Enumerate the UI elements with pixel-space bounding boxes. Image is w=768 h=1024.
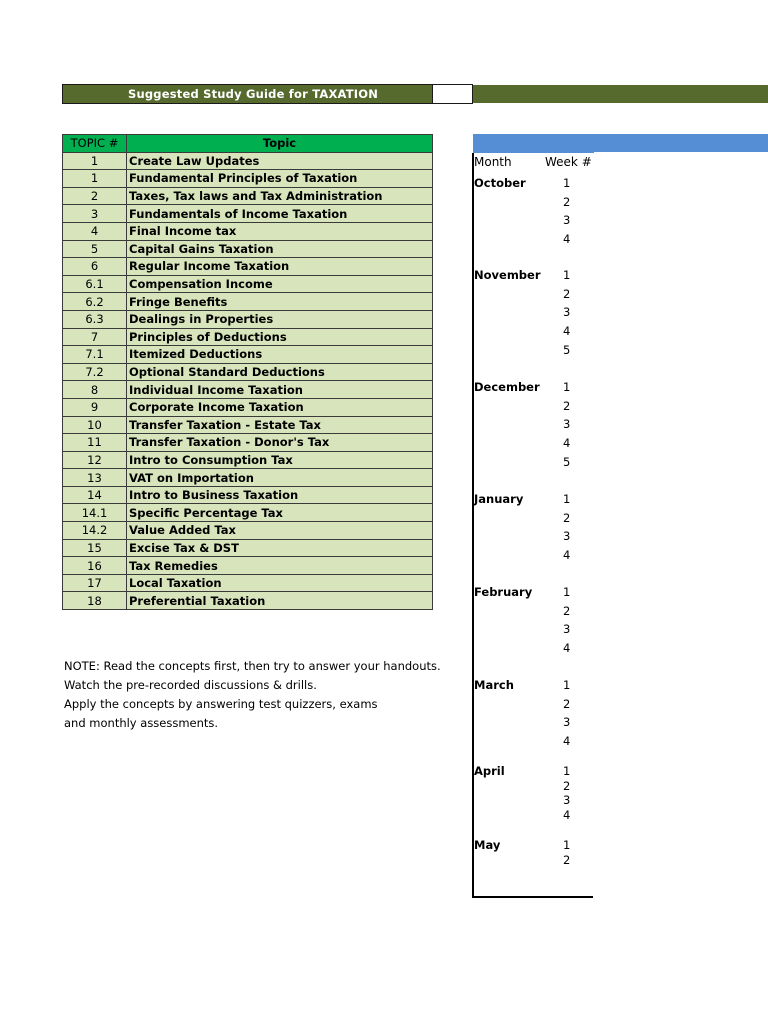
topic-name-cell: Itemized Deductions xyxy=(127,346,433,364)
table-row xyxy=(63,328,433,346)
table-row xyxy=(63,240,433,258)
topic-name-cell: Transfer Taxation - Estate Tax xyxy=(127,416,433,434)
topic-name-cell: Intro to Consumption Tax xyxy=(127,451,433,469)
table-row xyxy=(63,574,433,592)
topic-name-cell: Specific Percentage Tax xyxy=(127,504,433,522)
topic-name-cell: Capital Gains Taxation xyxy=(127,240,433,258)
topic-number-cell: 6.1 xyxy=(63,275,127,293)
topic-number-cell: 14 xyxy=(63,486,127,504)
week-number: 5 xyxy=(563,454,571,469)
week-number: 5 xyxy=(563,342,571,357)
topic-number-cell: 3 xyxy=(63,205,127,223)
week-number: 1 xyxy=(563,764,571,778)
week-column-header: Week # xyxy=(545,155,592,169)
topic-name-cell: VAT on Importation xyxy=(127,469,433,487)
week-number: 1 xyxy=(563,176,571,190)
week-number: 2 xyxy=(563,696,571,711)
topic-name-cell: Regular Income Taxation xyxy=(127,258,433,276)
table-row xyxy=(63,592,433,610)
week-number: 1 xyxy=(563,380,571,394)
topic-name-cell: Fringe Benefits xyxy=(127,293,433,311)
table-row xyxy=(63,504,433,522)
month-label: January xyxy=(474,492,524,506)
week-number: 1 xyxy=(563,585,571,599)
week-number: 3 xyxy=(563,793,571,808)
week-number: 1 xyxy=(563,492,571,506)
topic-number-cell: 15 xyxy=(63,539,127,557)
table-row xyxy=(63,451,433,469)
week-number: 3 xyxy=(563,305,571,320)
topic-number-cell: 7.2 xyxy=(63,363,127,381)
week-number: 4 xyxy=(563,232,571,247)
month-column-header: Month xyxy=(474,155,512,169)
table-row xyxy=(63,152,433,170)
topic-name-cell: Intro to Business Taxation xyxy=(127,486,433,504)
topic-name-cell: Individual Income Taxation xyxy=(127,381,433,399)
topic-number-cell: 12 xyxy=(63,451,127,469)
title-bar xyxy=(62,84,433,104)
topic-name-cell: Preferential Taxation xyxy=(127,592,433,610)
week-number: 4 xyxy=(563,548,571,563)
topic-number-cell: 10 xyxy=(63,416,127,434)
month-label: April xyxy=(474,764,505,778)
table-row xyxy=(63,522,433,540)
study-note xyxy=(64,657,441,733)
topic-number-cell: 2 xyxy=(63,187,127,205)
topic-name-cell: Tax Remedies xyxy=(127,557,433,575)
topics-table xyxy=(62,134,433,610)
table-row xyxy=(63,416,433,434)
topic-number-cell: 13 xyxy=(63,469,127,487)
week-number: 3 xyxy=(563,622,571,637)
topic-name-cell: Dealings in Properties xyxy=(127,310,433,328)
table-row xyxy=(63,346,433,364)
topics-header-row xyxy=(63,135,433,153)
page-title: Suggested Study Guide for TAXATION xyxy=(128,87,379,101)
table-row xyxy=(63,275,433,293)
topic-number-cell: 11 xyxy=(63,434,127,452)
table-row xyxy=(63,363,433,381)
week-number: 2 xyxy=(563,603,571,618)
week-number: 3 xyxy=(563,417,571,432)
schedule-header-bar-extension xyxy=(594,134,768,152)
note-line: Watch the pre-recorded discussions & drills. xyxy=(64,678,317,692)
table-row xyxy=(63,486,433,504)
topic-number-cell: 6 xyxy=(63,258,127,276)
table-row xyxy=(63,222,433,240)
topic-number-header: TOPIC # xyxy=(63,135,127,153)
table-row xyxy=(63,434,433,452)
week-number: 4 xyxy=(563,324,571,339)
table-row xyxy=(63,170,433,188)
week-number: 2 xyxy=(563,510,571,525)
topic-number-cell: 4 xyxy=(63,222,127,240)
month-label: May xyxy=(474,838,501,852)
week-number: 2 xyxy=(563,852,571,867)
table-row xyxy=(63,381,433,399)
topic-number-cell: 1 xyxy=(63,152,127,170)
topic-number-cell: 16 xyxy=(63,557,127,575)
month-label: November xyxy=(474,268,541,282)
table-row xyxy=(63,398,433,416)
week-number: 2 xyxy=(563,286,571,301)
title-bar-extension xyxy=(473,85,768,103)
topic-name-cell: Fundamentals of Income Taxation xyxy=(127,205,433,223)
table-row xyxy=(63,258,433,276)
topic-name-header: Topic xyxy=(127,135,433,153)
topic-name-cell: Create Law Updates xyxy=(127,152,433,170)
topic-number-cell: 5 xyxy=(63,240,127,258)
topic-number-cell: 1 xyxy=(63,170,127,188)
topics-table-body xyxy=(63,152,433,609)
topic-number-cell: 7 xyxy=(63,328,127,346)
month-label: December xyxy=(474,380,540,394)
title-empty-cell xyxy=(432,84,473,104)
table-row xyxy=(63,310,433,328)
topic-number-cell: 6.3 xyxy=(63,310,127,328)
topic-number-cell: 7.1 xyxy=(63,346,127,364)
schedule-header-bar xyxy=(473,134,594,153)
note-line: NOTE: Read the concepts first, then try to answer your handouts. xyxy=(64,659,441,673)
week-number: 1 xyxy=(563,678,571,692)
table-row xyxy=(63,469,433,487)
week-number: 2 xyxy=(563,778,571,793)
month-label: October xyxy=(474,176,526,190)
table-row xyxy=(63,205,433,223)
topic-name-cell: Taxes, Tax laws and Tax Administration xyxy=(127,187,433,205)
table-row xyxy=(63,539,433,557)
week-number: 3 xyxy=(563,213,571,228)
topic-number-cell: 6.2 xyxy=(63,293,127,311)
topic-name-cell: Transfer Taxation - Donor's Tax xyxy=(127,434,433,452)
topic-name-cell: Excise Tax & DST xyxy=(127,539,433,557)
week-number: 2 xyxy=(563,398,571,413)
week-number: 4 xyxy=(563,807,571,822)
week-number: 3 xyxy=(563,715,571,730)
topic-number-cell: 17 xyxy=(63,574,127,592)
topic-name-cell: Corporate Income Taxation xyxy=(127,398,433,416)
table-row xyxy=(63,293,433,311)
topic-name-cell: Optional Standard Deductions xyxy=(127,363,433,381)
note-line: Apply the concepts by answering test quizzers, exams xyxy=(64,697,378,711)
week-number: 3 xyxy=(563,529,571,544)
topic-name-cell: Compensation Income xyxy=(127,275,433,293)
note-line: and monthly assessments. xyxy=(64,716,219,730)
topic-number-cell: 18 xyxy=(63,592,127,610)
topic-name-cell: Local Taxation xyxy=(127,574,433,592)
topic-number-cell: 9 xyxy=(63,398,127,416)
topic-number-cell: 8 xyxy=(63,381,127,399)
month-label: February xyxy=(474,585,533,599)
topic-name-cell: Final Income tax xyxy=(127,222,433,240)
topic-number-cell: 14.2 xyxy=(63,522,127,540)
table-row xyxy=(63,557,433,575)
topic-number-cell: 14.1 xyxy=(63,504,127,522)
topic-name-cell: Fundamental Principles of Taxation xyxy=(127,170,433,188)
topic-name-cell: Principles of Deductions xyxy=(127,328,433,346)
week-number: 2 xyxy=(563,194,571,209)
week-number: 4 xyxy=(563,641,571,656)
week-number: 4 xyxy=(563,734,571,749)
week-number: 1 xyxy=(563,268,571,282)
week-number: 1 xyxy=(563,838,571,852)
table-row xyxy=(63,187,433,205)
schedule-frame xyxy=(472,153,593,898)
topic-name-cell: Value Added Tax xyxy=(127,522,433,540)
week-number: 4 xyxy=(563,436,571,451)
month-label: March xyxy=(474,678,514,692)
